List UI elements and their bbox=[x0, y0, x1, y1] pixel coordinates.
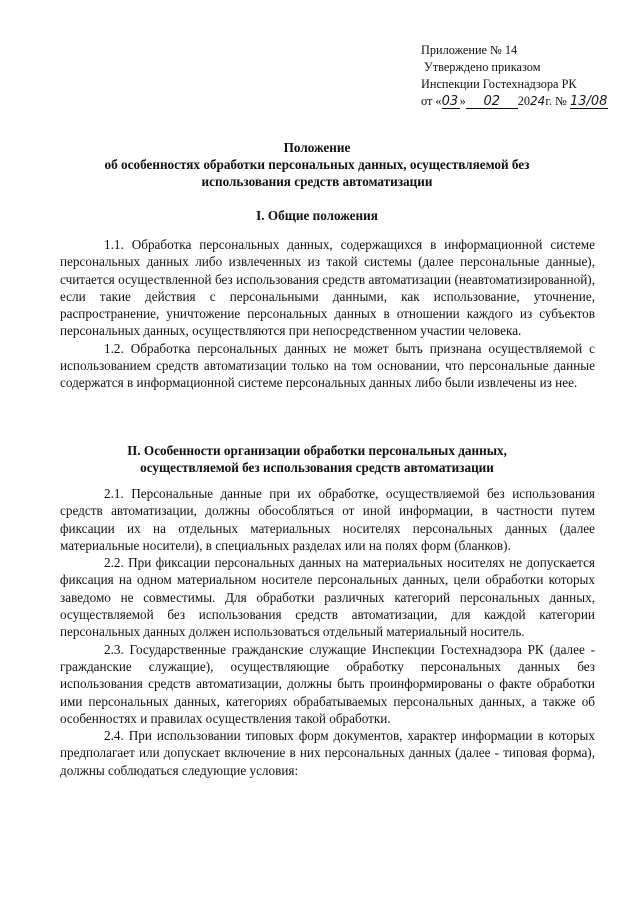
paragraph-2-1: 2.1. Персональные данные при их обработке, осуществляемой без использования средств автоматизации, должны обособляться от иной информации, в частности путем фиксации их на отдельных материальных носителях персональных данных (далее материальные носители), в специальных разделах или на полях форм (бланков). bbox=[60, 486, 595, 553]
section-1-body bbox=[60, 236, 595, 392]
title-line-2: об особенностях обработки персональных данных, осуществляемой без bbox=[104, 157, 530, 172]
paragraph-1-2: 1.2. Обработка персональных данных не может быть признана осуществляемой с использованием средств автоматизации только на том основании, что персональные данные содержатся в информационной системе персональных данных либо были извлечены из нее. bbox=[60, 340, 595, 391]
handwritten-year: 24 bbox=[530, 94, 546, 108]
approved-by-order: Утверждено приказом bbox=[424, 60, 541, 74]
section-2-body bbox=[60, 485, 595, 779]
order-date-line bbox=[421, 93, 608, 110]
issuing-authority: Инспекции Гостехнадзора РК bbox=[421, 77, 577, 91]
section-1-heading: I. Общие положения bbox=[256, 208, 378, 223]
approval-header bbox=[421, 42, 608, 110]
paragraph-2-2: 2.2. При фиксации персональных данных на материальных носителях не допускается фиксация на одном материальном носителе персональных данных, цели обработки которых заведомо не совместимы. Для обработки различных категорий персональных данных, осуществляемой без использования средств автоматизации, для каждой категории персональных данных должен использоваться отдельный материальный носитель. bbox=[60, 555, 595, 640]
paragraph-2-4: 2.4. При использовании типовых форм документов, характер информации в которых предполагает или допускает включение в них персональных данных (далее - типовая форма), должны соблюдаться следующие условия: bbox=[60, 728, 595, 778]
document-title bbox=[40, 139, 594, 190]
date-prefix: от « bbox=[421, 94, 442, 108]
section-2-heading bbox=[40, 442, 594, 476]
title-line-3: использования средств автоматизации bbox=[201, 174, 433, 189]
title-line-1: Положение bbox=[283, 140, 351, 155]
handwritten-order-number: 13/08 bbox=[569, 94, 608, 109]
date-suffix: г. № bbox=[545, 94, 567, 108]
handwritten-day: 03 bbox=[441, 94, 459, 109]
section-2-heading-line-2: осуществляемой без использования средств автоматизации bbox=[140, 460, 494, 475]
paragraph-1-1: 1.1. Обработка персональных данных, содержащихся в информационной системе персональных данных либо извлеченных из такой системы (далее персональные данные), считается осуществленной без использования средств автоматизации (неавтоматизированной), если такие действия с персональными данными, как использование, уточнение, распространение, уничтожение персональных данных в отношении каждого из субъектов персональных данных, осуществляются при непосредственном участии человека. bbox=[60, 237, 595, 339]
year-prefix: 20 bbox=[517, 94, 531, 108]
paragraph-2-3: 2.3. Государственные гражданские служащие Инспекции Гостехнадзора РК (далее - гражданские служащие), осуществляющие обработку персональных данных без использования средств автоматизации, должны быть проинформированы о факте обработки ими персональных данных, категориях обрабатываемых персональных данных, а также об особенностях и правилах осуществления такой обработки. bbox=[60, 641, 595, 726]
date-separator: » bbox=[459, 94, 466, 108]
appendix-number: Приложение № 14 bbox=[421, 43, 518, 57]
section-2-heading-line-1: II. Особенности организации обработки персональных данных, bbox=[127, 443, 507, 458]
handwritten-month: 02 bbox=[466, 95, 518, 109]
